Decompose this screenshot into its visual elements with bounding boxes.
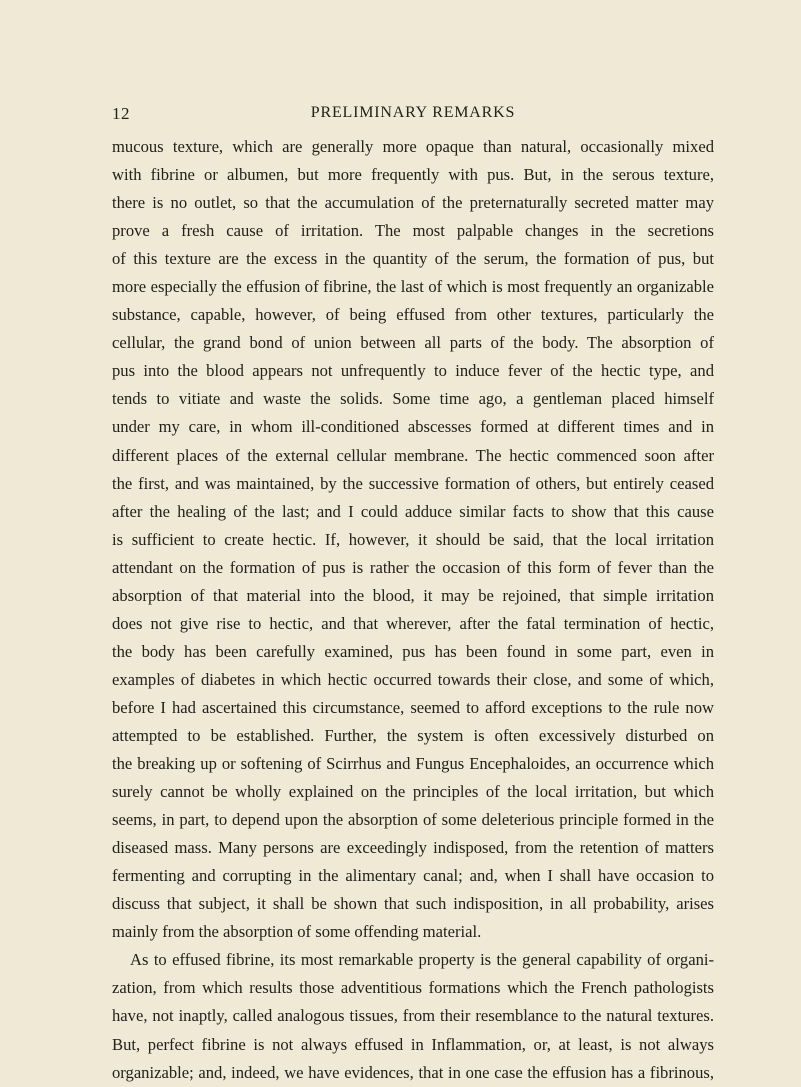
text-line: does not give rise to hectic, and that wherever, after the fatal termination of hectic, bbox=[112, 613, 714, 633]
text-line: absorption of that material into the blood, it may be rejoined, that simple irritation bbox=[112, 585, 714, 605]
text-line: under my care, in whom ill-conditioned abscesses formed at different times and in bbox=[112, 417, 714, 437]
text-line: is sufficient to create hectic. If, however, it should be said, that the local irritation bbox=[112, 529, 714, 549]
text-line: zation, from which results those adventitious formations which the French pathologists bbox=[112, 978, 714, 998]
text-line: the breaking up or softening of Scirrhus and Fungus Encephaloides, an occurrence which bbox=[112, 754, 714, 774]
running-head: PRELIMINARY REMARKS bbox=[310, 104, 516, 121]
text-line: substance, capable, however, of being effused from other textures, particularly the bbox=[112, 305, 714, 325]
text-line: of this texture are the excess in the quantity of the serum, the formation of pus, but bbox=[112, 249, 714, 269]
text-line: But, perfect fibrine is not always effused in Inflammation, or, at least, is not always bbox=[112, 1034, 714, 1054]
text-line: attendant on the formation of pus is rather the occasion of this form of fever than the bbox=[112, 557, 714, 577]
text-line: seems, in part, to depend upon the absorption of some deleterious principle formed in the bbox=[112, 810, 714, 830]
text-line: after the healing of the last; and I could adduce similar facts to show that this cause bbox=[112, 501, 714, 521]
text-line: different places of the external cellular membrane. The hectic commenced soon after bbox=[112, 445, 714, 465]
text-line: have, not inaptly, called analogous tissues, from their resemblance to the natural textures. bbox=[112, 1006, 714, 1026]
text-line: the first, and was maintained, by the successive formation of others, but entirely ceased bbox=[112, 473, 714, 493]
text-line: mainly from the absorption of some offending material. bbox=[112, 922, 482, 942]
text-line: cellular, the grand bond of union between all parts of the body. The absorption of bbox=[112, 333, 714, 353]
text-line: discuss that subject, it shall be shown that such indisposition, in all probability, arises bbox=[112, 894, 714, 914]
text-line: prove a fresh cause of irritation. The most palpable changes in the secretions bbox=[112, 221, 714, 241]
text-line: with fibrine or albumen, but more frequently with pus. But, in the serous texture, bbox=[112, 165, 714, 185]
text-line: As to effused fibrine, its most remarkable property is the general capability of organi- bbox=[130, 950, 714, 970]
text-line: attempted to be established. Further, the system is often excessively disturbed on bbox=[112, 725, 714, 745]
text-line: tends to vitiate and waste the solids. Some time ago, a gentleman placed himself bbox=[112, 389, 714, 409]
text-line: there is no outlet, so that the accumulation of the preternaturally secreted matter may bbox=[112, 193, 714, 213]
page-header bbox=[112, 104, 714, 128]
text-line: the body has been carefully examined, pus has been found in some part, even in bbox=[112, 641, 714, 661]
text-line: pus into the blood appears not unfrequently to induce fever of the hectic type, and bbox=[112, 361, 714, 381]
text-line: before I had ascertained this circumstance, seemed to afford exceptions to the rule now bbox=[112, 697, 714, 717]
page-number: 12 bbox=[112, 104, 130, 123]
text-line: diseased mass. Many persons are exceedingly indisposed, from the retention of matters bbox=[112, 838, 714, 858]
text-line: organizable; and, indeed, we have evidences, that in one case the effusion has a fibrinous, bbox=[112, 1062, 714, 1082]
text-line: fermenting and corrupting in the alimentary canal; and, when I shall have occasion to bbox=[112, 866, 714, 886]
body-text bbox=[112, 133, 714, 1087]
text-line: surely cannot be wholly explained on the principles of the local irritation, but which bbox=[112, 782, 714, 802]
text-line: more especially the effusion of fibrine, the last of which is most frequently an organizable bbox=[112, 277, 714, 297]
text-line: examples of diabetes in which hectic occurred towards their close, and some of which, bbox=[112, 669, 714, 689]
text-line: mucous texture, which are generally more opaque than natural, occasionally mixed bbox=[112, 137, 714, 156]
